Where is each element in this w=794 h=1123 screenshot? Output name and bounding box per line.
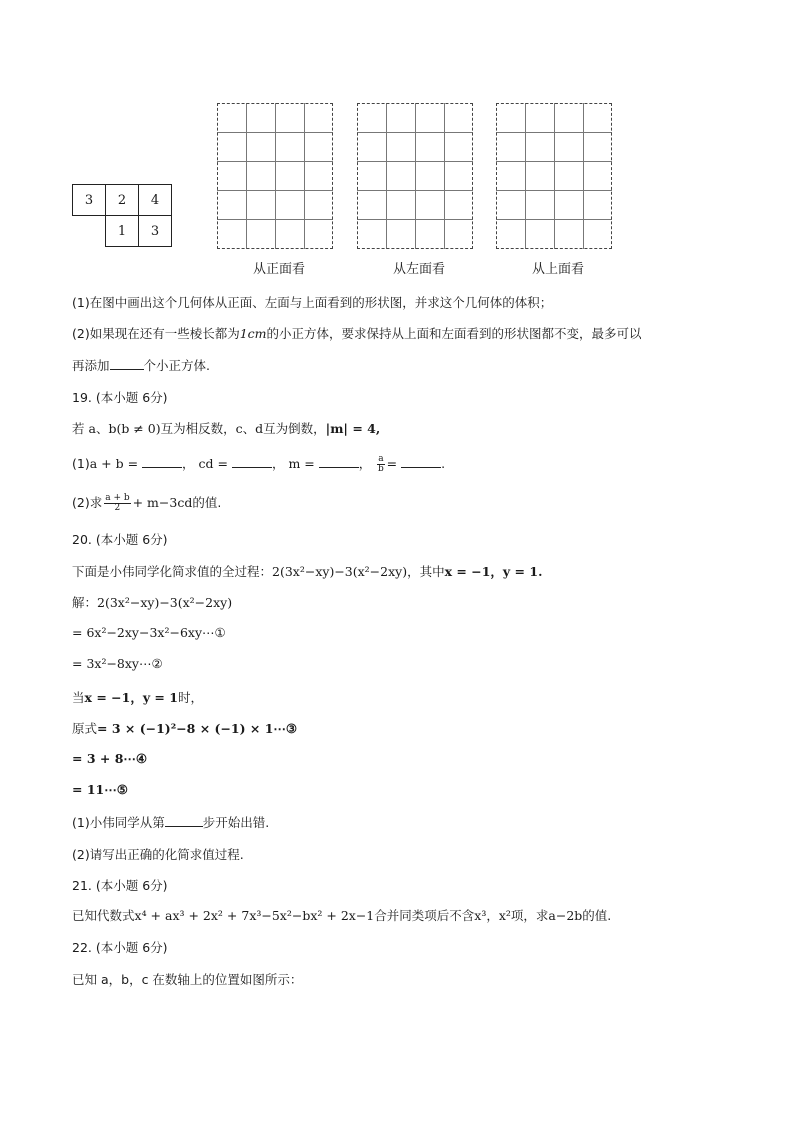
q21-header: 21. (本小题 6分): [72, 878, 168, 893]
answer-blank[interactable]: [319, 455, 359, 468]
fraction: $\frac{a + b}{2}$: [105, 493, 130, 513]
q20-part1: (1)小伟同学从第 步开始出错.: [72, 815, 270, 830]
answer-blank[interactable]: [401, 455, 441, 468]
q20-line5: = 11⋯⑤: [72, 782, 128, 797]
q19-stem: 若 a、b(b ≠ 0)互为相反数，c、d互为倒数，|m| = 4,: [72, 421, 381, 436]
top-view-cell: 1: [105, 215, 139, 247]
q18-part2-cont: 再添加 个小正方体.: [72, 358, 210, 373]
q20-solution-line0: 解：2(3x²−xy)−3(x²−2xy): [72, 595, 233, 610]
q18-part1: (1)在图中画出这个几何体从正面、左面与上面看到的形状图，并求这个几何体的体积；: [72, 295, 553, 310]
answer-blank[interactable]: [142, 455, 182, 468]
answer-blank[interactable]: [165, 814, 203, 827]
q20-solution-line1: = 6x²−2xy−3x²−6xy⋯①: [72, 625, 226, 640]
top-view-cell: 3: [138, 215, 172, 247]
q19-header: 19. (本小题 6分): [72, 390, 168, 405]
q20-when: 当x = −1，y = 1时，: [72, 690, 203, 705]
q20-original-expr: 原式= 3 × (−1)²−8 × (−1) × 1⋯③: [72, 721, 298, 736]
answer-blank[interactable]: [232, 455, 272, 468]
top-view-cell: 4: [138, 184, 172, 216]
top-view-cell: 3: [72, 184, 106, 216]
q19-part2: (2)求 $\frac{a + b}{2}$ + m−3cd的值.: [72, 493, 222, 513]
top-view-grid: [496, 103, 612, 249]
left-view-grid: [357, 103, 473, 249]
q21-stem: 已知代数式x⁴ + ax³ + 2x² + 7x³−5x²−bx² + 2x−1合并同类项后不含x³，x²项，求a−2b的值.: [72, 908, 612, 923]
q20-header: 20. (本小题 6分): [72, 532, 168, 547]
q19-part1: (1)a + b = ， cd = ， m = ， $\frac{a}{b}$ = .: [72, 454, 446, 474]
front-view-label: 从正面看: [252, 262, 305, 277]
q20-line4: = 3 + 8⋯④: [72, 751, 148, 766]
top-view-label: 从上面看: [531, 262, 584, 277]
left-view-label: 从左面看: [392, 262, 445, 277]
q22-stem: 已知 a，b，c 在数轴上的位置如图所示：: [72, 972, 303, 987]
q22-header: 22. (本小题 6分): [72, 940, 168, 955]
q20-solution-line2: = 3x²−8xy⋯②: [72, 656, 163, 671]
front-view-grid: [217, 103, 333, 249]
fraction: $\frac{a}{b}$: [378, 454, 384, 474]
q20-part2: (2)请写出正确的化简求值过程.: [72, 847, 244, 862]
top-view-cell: 2: [105, 184, 139, 216]
answer-blank[interactable]: [110, 357, 144, 370]
q18-part2: (2)如果现在还有一些棱长都为1cm的小正方体，要求保持从上面和左面看到的形状图都不变，最多可以: [72, 326, 642, 341]
q20-stem: 下面是小伟同学化简求值的全过程：2(3x²−xy)−3(x²−2xy)，其中x = −1，y = 1.: [72, 564, 543, 579]
